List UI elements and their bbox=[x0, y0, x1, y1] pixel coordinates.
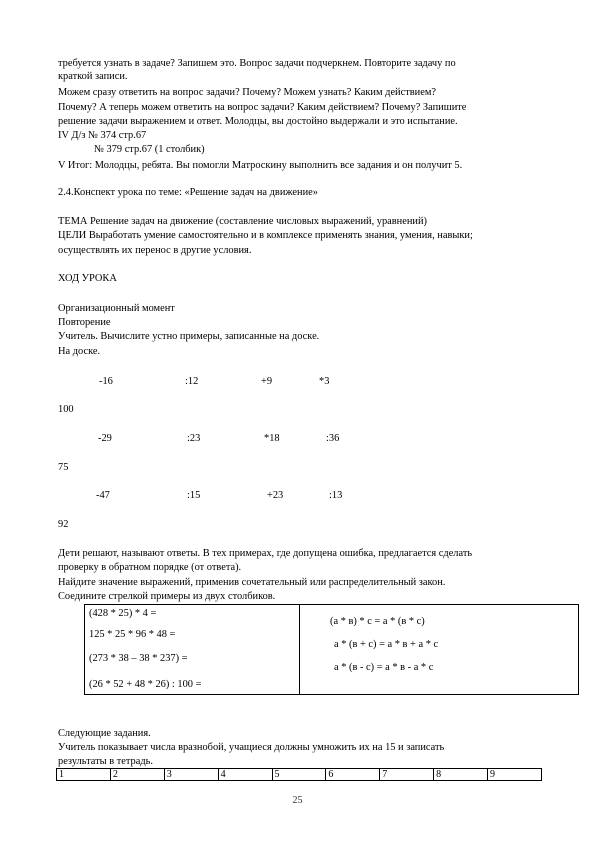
board-row-3 bbox=[0, 489, 595, 503]
number-cell: 3 bbox=[164, 769, 218, 781]
board-op: :36 bbox=[326, 433, 340, 444]
matching-table bbox=[84, 604, 579, 695]
number-cell: 1 bbox=[57, 769, 111, 781]
intro-line-2: краткой записи. bbox=[58, 71, 128, 82]
laws-column bbox=[300, 605, 579, 695]
tema-line: ТЕМА Решение задач на движение (составление числовых выражений, уравнений) bbox=[58, 216, 427, 227]
number-cell: 9 bbox=[488, 769, 542, 781]
celi-line-2: осуществлять их перенос в другие условия. bbox=[58, 245, 252, 256]
next-line-3: результаты в тетрадь. bbox=[58, 756, 153, 767]
task-line-1: Дети решают, называют ответы. В тех примерах, где допущена ошибка, предлагается сделать bbox=[58, 548, 473, 559]
expression-4: (26 * 52 + 48 * 26) : 100 = bbox=[89, 679, 202, 690]
board-op: :15 bbox=[187, 490, 201, 501]
board-row-2 bbox=[0, 432, 595, 446]
number-cell: 2 bbox=[110, 769, 164, 781]
intro-line-4: Почему? А теперь можем ответить на вопрос задачи? Каким действием? Почему? Запишите bbox=[58, 102, 467, 113]
board-op: -29 bbox=[98, 433, 112, 444]
intro-line-5: решение задачи выражением и ответ. Молодцы, вы достойно выдержали и это испытание. bbox=[58, 116, 458, 127]
numbers-table bbox=[56, 768, 542, 781]
board-number-2: 75 bbox=[58, 462, 69, 473]
board-op: *18 bbox=[264, 433, 280, 444]
homework-line: IV Д/з № 374 стр.67 bbox=[58, 130, 147, 141]
law-distributive-minus: а * (в - с) = а * в - а * с bbox=[334, 662, 434, 673]
expression-2: 125 * 25 * 96 * 48 = bbox=[89, 629, 176, 640]
intro-line-1: требуется узнать в задаче? Запишем это. Вопрос задачи подчеркнем. Повторите задачу по bbox=[58, 58, 456, 69]
board-op: +23 bbox=[267, 490, 284, 501]
expressions-column bbox=[85, 605, 300, 695]
board-number-3: 92 bbox=[58, 519, 69, 530]
board-op: *3 bbox=[319, 376, 330, 387]
number-cell: 7 bbox=[380, 769, 434, 781]
next-line-1: Следующие задания. bbox=[58, 728, 151, 739]
law-associative: (а * в) * с = а * (в * с) bbox=[330, 616, 425, 627]
board-op: :12 bbox=[185, 376, 199, 387]
task-line-2: проверку в обратном порядке (от ответа). bbox=[58, 562, 242, 573]
na-doske: На доске. bbox=[58, 346, 101, 357]
law-distributive-plus: а * (в + с) = а * в + а * с bbox=[334, 639, 439, 650]
expression-3: (273 * 38 – 38 * 237) = bbox=[89, 653, 188, 664]
next-line-2: Учитель показывает числа вразнобой, учащиеся должны умножить их на 15 и записать bbox=[58, 742, 445, 753]
task-line-3: Найдите значение выражений, применив сочетательный или распределительный закон. bbox=[58, 577, 446, 588]
task-line-4: Соедините стрелкой примеры из двух столбиков. bbox=[58, 591, 276, 602]
board-op: +9 bbox=[261, 376, 273, 387]
celi-line-1: ЦЕЛИ Выработать умение самостоятельно и в комплексе применять знания, умения, навыки; bbox=[58, 230, 473, 241]
board-op: -47 bbox=[96, 490, 110, 501]
number-cell: 6 bbox=[326, 769, 380, 781]
board-row-1 bbox=[0, 375, 595, 389]
board-op: -16 bbox=[99, 376, 113, 387]
org-moment: Организационный момент bbox=[58, 303, 175, 314]
board-number-1: 100 bbox=[58, 404, 74, 415]
povtorenie: Повторение bbox=[58, 317, 111, 328]
page-number: 25 bbox=[292, 795, 303, 806]
number-cell: 8 bbox=[434, 769, 488, 781]
board-op: :13 bbox=[329, 490, 343, 501]
section-heading: 2.4.Конспект урока по теме: «Решение задач на движение» bbox=[58, 187, 318, 198]
homework-line-2: № 379 стр.67 (1 столбик) bbox=[94, 144, 205, 155]
hod-uroka: ХОД УРОКА bbox=[58, 273, 117, 284]
board-op: :23 bbox=[187, 433, 201, 444]
summary-line: V Итог: Молодцы, ребята. Вы помогли Матроскину выполнить все задания и он получит 5. bbox=[58, 160, 463, 171]
intro-line-3: Можем сразу ответить на вопрос задачи? Почему? Можем узнать? Каким действием? bbox=[58, 87, 437, 98]
uchitel-line: Учитель. Вычислите устно примеры, записанные на доске. bbox=[58, 331, 320, 342]
expression-1: (428 * 25) * 4 = bbox=[89, 608, 157, 619]
number-cell: 5 bbox=[272, 769, 326, 781]
number-cell: 4 bbox=[218, 769, 272, 781]
